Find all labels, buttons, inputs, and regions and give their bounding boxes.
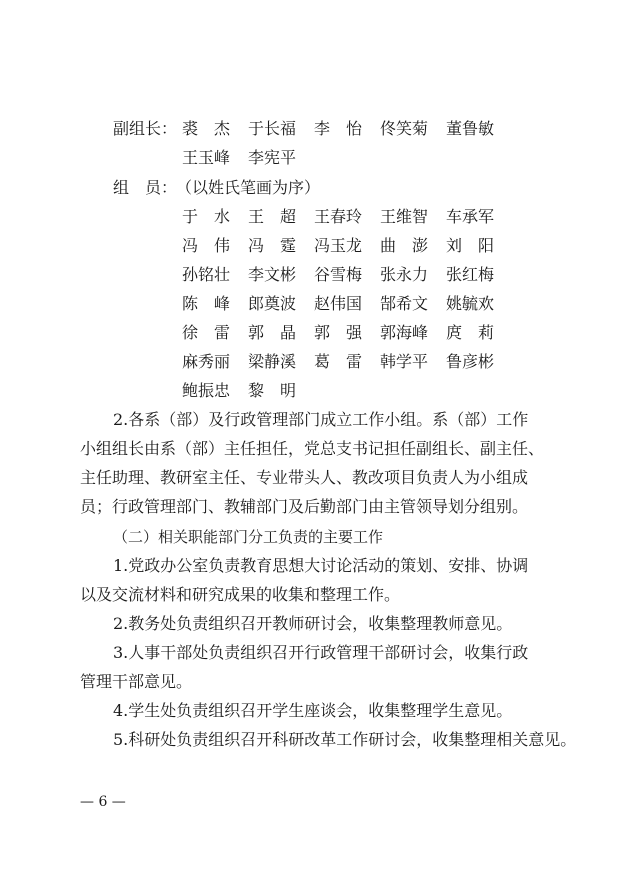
member-name: 于 水: [182, 207, 231, 226]
duty-4: 4.学生处负责组织召开学生座谈会，收集整理学生意见。: [113, 701, 513, 720]
vice-leader-name: 佟笑菊: [380, 119, 429, 138]
vice-leader-name: 董鲁敏: [446, 119, 495, 138]
member-name: 麻秀丽: [182, 352, 231, 371]
section2-line: 员；行政管理部门、教辅部门及后勤部门由主管领导划分组别。: [80, 497, 529, 516]
member-name: 孙铭壮: [182, 265, 231, 284]
section2-line: 2.各系（部）及行政管理部门成立工作小组。系（部）工作: [113, 410, 529, 429]
section2-line: 小组组长由系（部）主任担任，党总支书记担任副组长、副主任、: [80, 439, 545, 458]
member-name: 庹 莉: [446, 323, 495, 342]
member-name: 陈 峰: [182, 294, 231, 313]
page-number: — 6 —: [80, 794, 126, 810]
vice-leader-name: 裘 杰: [182, 119, 231, 138]
duty-3-line: 3.人事干部处负责组织召开行政管理干部研讨会，收集行政: [113, 643, 529, 662]
vice-leader-name: 李宪平: [248, 148, 297, 167]
vice-leader-name: 王玉峰: [182, 148, 231, 167]
subheading: （二）相关职能部门分工负责的主要工作: [113, 528, 384, 546]
member-name: 李文彬: [248, 265, 297, 284]
member-name: 冯玉龙: [314, 236, 363, 255]
duty-5: 5.科研处负责组织召开科研改革工作研讨会，收集整理相关意见。: [113, 730, 577, 749]
vice-leader-name: 李 怡: [314, 119, 363, 138]
member-name: 冯 伟: [182, 236, 231, 255]
member-name: 刘 阳: [446, 236, 495, 255]
member-name: 郎奠波: [248, 294, 297, 313]
member-name: 徐 雷: [182, 323, 231, 342]
member-name: 曲 澎: [380, 236, 429, 255]
member-name: 王维智: [380, 207, 429, 226]
member-name: 郭 强: [314, 323, 363, 342]
member-name: 谷雪梅: [314, 265, 363, 284]
member-name: 王 超: [248, 207, 297, 226]
member-name: 张红梅: [446, 265, 495, 284]
member-name: 王春玲: [314, 207, 363, 226]
member-name: 黎 明: [248, 381, 297, 400]
duty-1-line: 1.党政办公室负责教育思想大讨论活动的策划、安排、协调: [113, 556, 529, 575]
member-name: 梁静溪: [248, 352, 297, 371]
member-name: 郭 晶: [248, 323, 297, 342]
member-name: 鲍振忠: [182, 381, 231, 400]
member-name: 赵伟国: [314, 294, 363, 313]
members-order-note: （以姓氏笔画为序）: [176, 178, 321, 197]
vice-leader-name: 于长福: [248, 119, 297, 138]
duty-3-line: 管理干部意见。: [80, 672, 193, 691]
member-name: 冯 霆: [248, 236, 297, 255]
member-name: 郭海峰: [380, 323, 429, 342]
duty-2: 2.教务处负责组织召开教师研讨会，收集整理教师意见。: [113, 614, 513, 633]
member-name: 鲁彦彬: [446, 352, 495, 371]
member-name: 车承军: [446, 207, 495, 226]
duty-1-line: 以及交流材料和研究成果的收集和整理工作。: [80, 585, 401, 604]
member-name: 郜希文: [380, 294, 429, 313]
vice-leader-label: 副组长：: [113, 119, 178, 138]
member-name: 韩学平: [380, 352, 429, 371]
member-name: 葛 雷: [314, 352, 363, 371]
members-label: 组 员：: [113, 178, 178, 197]
member-name: 姚毓欢: [446, 294, 495, 313]
section2-line: 主任助理、教研室主任、专业带头人、教改项目负责人为小组成: [80, 468, 529, 487]
member-name: 张永力: [380, 265, 429, 284]
